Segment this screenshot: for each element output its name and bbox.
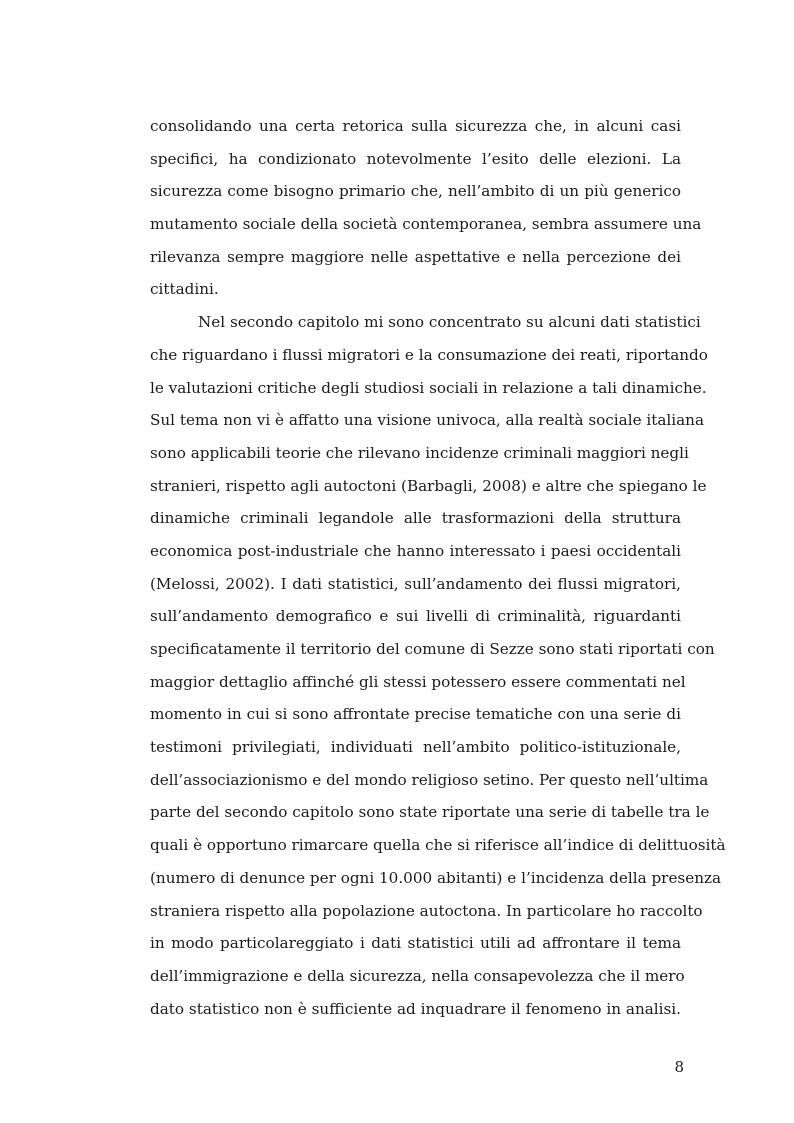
text-line: in modo particolareggiato i dati statistici utili ad affrontare il tema bbox=[150, 934, 681, 953]
text-line: dell’associazionismo e del mondo religioso setino. Per questo nell’ultima bbox=[150, 770, 709, 789]
text-line: maggior dettaglio affinché gli stessi potessero essere commentati nel bbox=[150, 672, 686, 691]
text-line: dinamiche criminali legandole alle trasformazioni della struttura bbox=[150, 509, 681, 528]
text-line: che riguardano i flussi migratori e la consumazione dei reati, riportando bbox=[150, 345, 708, 364]
page-number: 8 bbox=[674, 1058, 684, 1076]
text-line: sono applicabili teorie che rilevano incidenze criminali maggiori negli bbox=[150, 443, 689, 462]
text-line: specificatamente il territorio del comune di Sezze sono stati riportati con bbox=[150, 640, 715, 658]
text-line: dell’immigrazione e della sicurezza, nella consapevolezza che il mero bbox=[150, 966, 685, 985]
text-line: momento in cui si sono affrontate precise tematiche con una serie di bbox=[150, 705, 681, 724]
text-line: straniera rispetto alla popolazione autoctona. In particolare ho raccolto bbox=[150, 901, 703, 920]
text-line: stranieri, rispetto agli autoctoni (Barbagli, 2008) e altre che spiegano le bbox=[150, 476, 707, 495]
text-line: cittadini. bbox=[150, 280, 219, 299]
text-line: Sul tema non vi è affatto una visione univoca, alla realtà sociale italiana bbox=[150, 411, 705, 430]
text-line: quali è opportuno rimarcare quella che si riferisce all’indice di delittuosità bbox=[150, 836, 726, 855]
text-line: parte del secondo capitolo sono state riportate una serie di tabelle tra le bbox=[150, 803, 710, 822]
text-line: specifici, ha condizionato notevolmente l’esito delle elezioni. La bbox=[150, 149, 681, 168]
text-line: sull’andamento demografico e sui livelli di criminalità, riguardanti bbox=[150, 607, 681, 626]
text-line: testimoni privilegiati, individuati nell’ambito politico-istituzionale, bbox=[150, 738, 681, 757]
text-line: economica post-industriale che hanno interessato i paesi occidentali bbox=[150, 541, 681, 560]
paragraph-start-line: Nel secondo capitolo mi sono concentrato su alcuni dati statistici bbox=[198, 313, 701, 332]
body-text bbox=[150, 110, 726, 1025]
text-line: consolidando una certa retorica sulla sicurezza che, in alcuni casi bbox=[150, 117, 681, 135]
text-line: (Melossi, 2002). I dati statistici, sull’andamento dei flussi migratori, bbox=[150, 574, 681, 593]
text-line: mutamento sociale della società contemporanea, sembra assumere una bbox=[150, 215, 702, 234]
text-line: rilevanza sempre maggiore nelle aspettative e nella percezione dei bbox=[150, 247, 681, 266]
text-line: sicurezza come bisogno primario che, nell’ambito di un più generico bbox=[150, 182, 681, 201]
text-line: dato statistico non è sufficiente ad inquadrare il fenomeno in analisi. bbox=[150, 999, 681, 1018]
text-line: (numero di denunce per ogni 10.000 abitanti) e l’incidenza della presenza bbox=[150, 868, 722, 887]
text-line: le valutazioni critiche degli studiosi sociali in relazione a tali dinamiche. bbox=[150, 378, 707, 397]
